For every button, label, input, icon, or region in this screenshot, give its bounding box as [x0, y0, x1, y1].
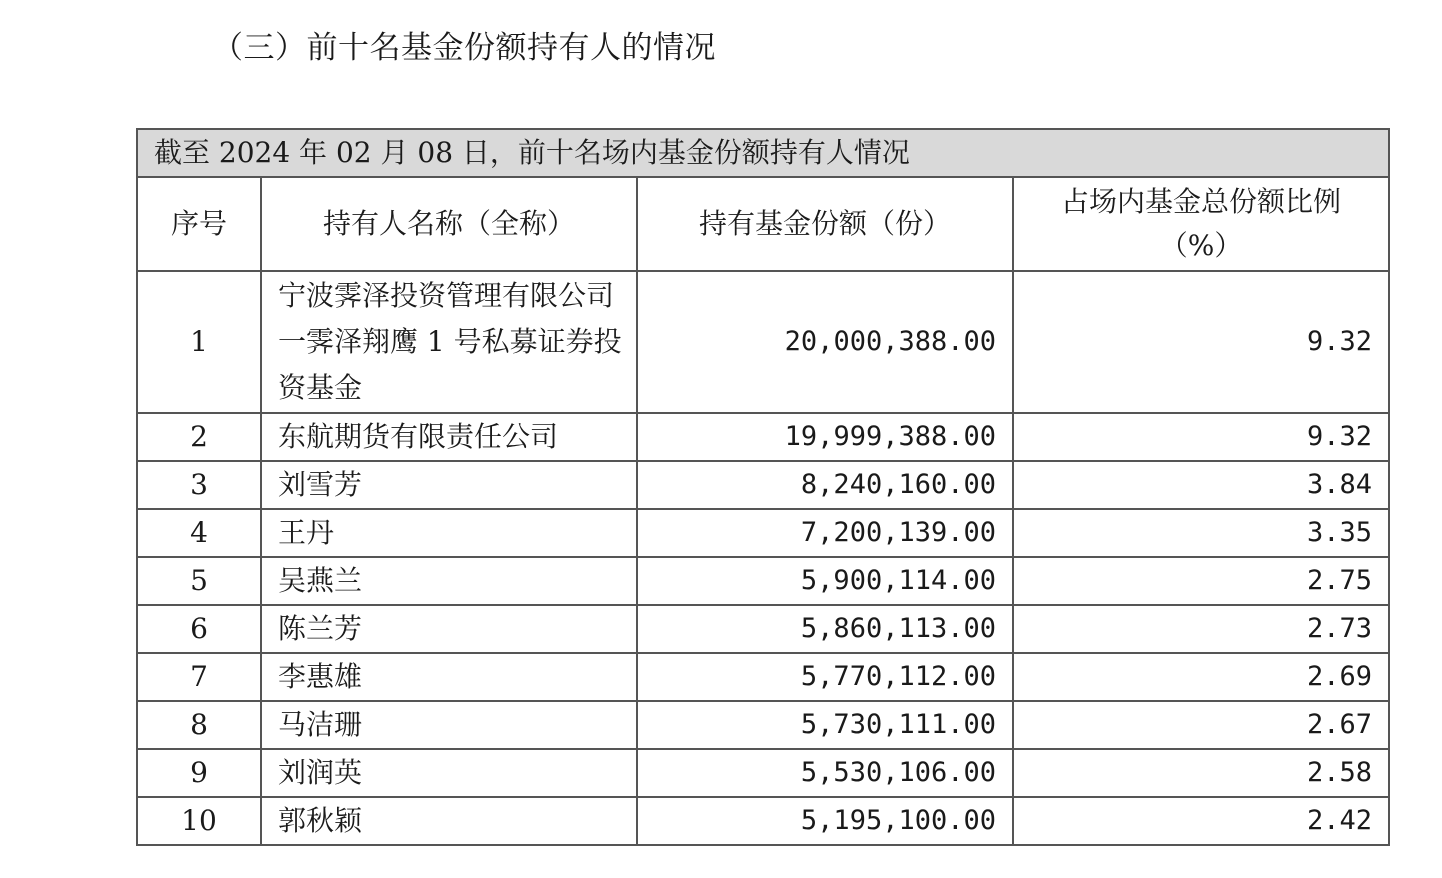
table-row — [137, 413, 1389, 461]
cell-ratio: 2.67 — [1013, 701, 1389, 749]
cell-ratio: 2.75 — [1013, 557, 1389, 605]
section-title: （三）前十名基金份额持有人的情况 — [212, 30, 716, 66]
cell-shares: 5,770,112.00 — [637, 653, 1013, 701]
table-row — [137, 557, 1389, 605]
table-header-row — [137, 177, 1389, 271]
cell-no: 3 — [137, 461, 261, 509]
cell-name: 刘润英 — [261, 749, 637, 797]
cell-ratio: 2.42 — [1013, 797, 1389, 845]
cell-no: 5 — [137, 557, 261, 605]
cell-shares: 5,730,111.00 — [637, 701, 1013, 749]
cell-ratio: 9.32 — [1013, 413, 1389, 461]
table-row — [137, 509, 1389, 557]
header-name: 持有人名称（全称） — [261, 177, 637, 271]
cell-no: 2 — [137, 413, 261, 461]
table-row — [137, 653, 1389, 701]
cell-ratio: 2.69 — [1013, 653, 1389, 701]
cell-shares: 20,000,388.00 — [637, 271, 1013, 413]
cell-ratio: 3.84 — [1013, 461, 1389, 509]
cell-ratio: 3.35 — [1013, 509, 1389, 557]
cell-ratio: 2.73 — [1013, 605, 1389, 653]
header-shares: 持有基金份额（份） — [637, 177, 1013, 271]
cell-shares: 19,999,388.00 — [637, 413, 1013, 461]
cell-shares: 7,200,139.00 — [637, 509, 1013, 557]
top-ten-holders-table — [136, 128, 1390, 846]
cell-shares: 5,860,113.00 — [637, 605, 1013, 653]
table-row — [137, 797, 1389, 845]
table-row — [137, 749, 1389, 797]
cell-no: 9 — [137, 749, 261, 797]
cell-ratio: 2.58 — [1013, 749, 1389, 797]
cell-no: 10 — [137, 797, 261, 845]
table-row — [137, 461, 1389, 509]
cell-shares: 5,530,106.00 — [637, 749, 1013, 797]
cell-shares: 8,240,160.00 — [637, 461, 1013, 509]
header-ratio-line1: 占场内基金总份额比例 — [1061, 185, 1342, 218]
cell-no: 7 — [137, 653, 261, 701]
cell-ratio: 9.32 — [1013, 271, 1389, 413]
header-ratio — [1013, 177, 1389, 271]
cell-no: 4 — [137, 509, 261, 557]
cell-no: 8 — [137, 701, 261, 749]
cell-name: 吴燕兰 — [261, 557, 637, 605]
cell-shares: 5,195,100.00 — [637, 797, 1013, 845]
cell-no: 1 — [137, 271, 261, 413]
cell-name: 陈兰芳 — [261, 605, 637, 653]
cell-name: 宁波霁泽投资管理有限公司一霁泽翔鹰 1 号私募证券投资基金 — [261, 271, 637, 413]
table-row — [137, 605, 1389, 653]
table-caption: 截至 2024 年 02 月 08 日，前十名场内基金份额持有人情况 — [137, 129, 1389, 177]
header-no: 序号 — [137, 177, 261, 271]
cell-name: 马洁珊 — [261, 701, 637, 749]
table-row — [137, 701, 1389, 749]
cell-name: 郭秋颖 — [261, 797, 637, 845]
cell-name: 刘雪芳 — [261, 461, 637, 509]
cell-no: 6 — [137, 605, 261, 653]
cell-name: 李惠雄 — [261, 653, 637, 701]
header-ratio-line2: （%） — [1159, 229, 1243, 262]
table-caption-row — [137, 129, 1389, 177]
cell-name: 王丹 — [261, 509, 637, 557]
table-row — [137, 271, 1389, 413]
cell-name: 东航期货有限责任公司 — [261, 413, 637, 461]
cell-shares: 5,900,114.00 — [637, 557, 1013, 605]
